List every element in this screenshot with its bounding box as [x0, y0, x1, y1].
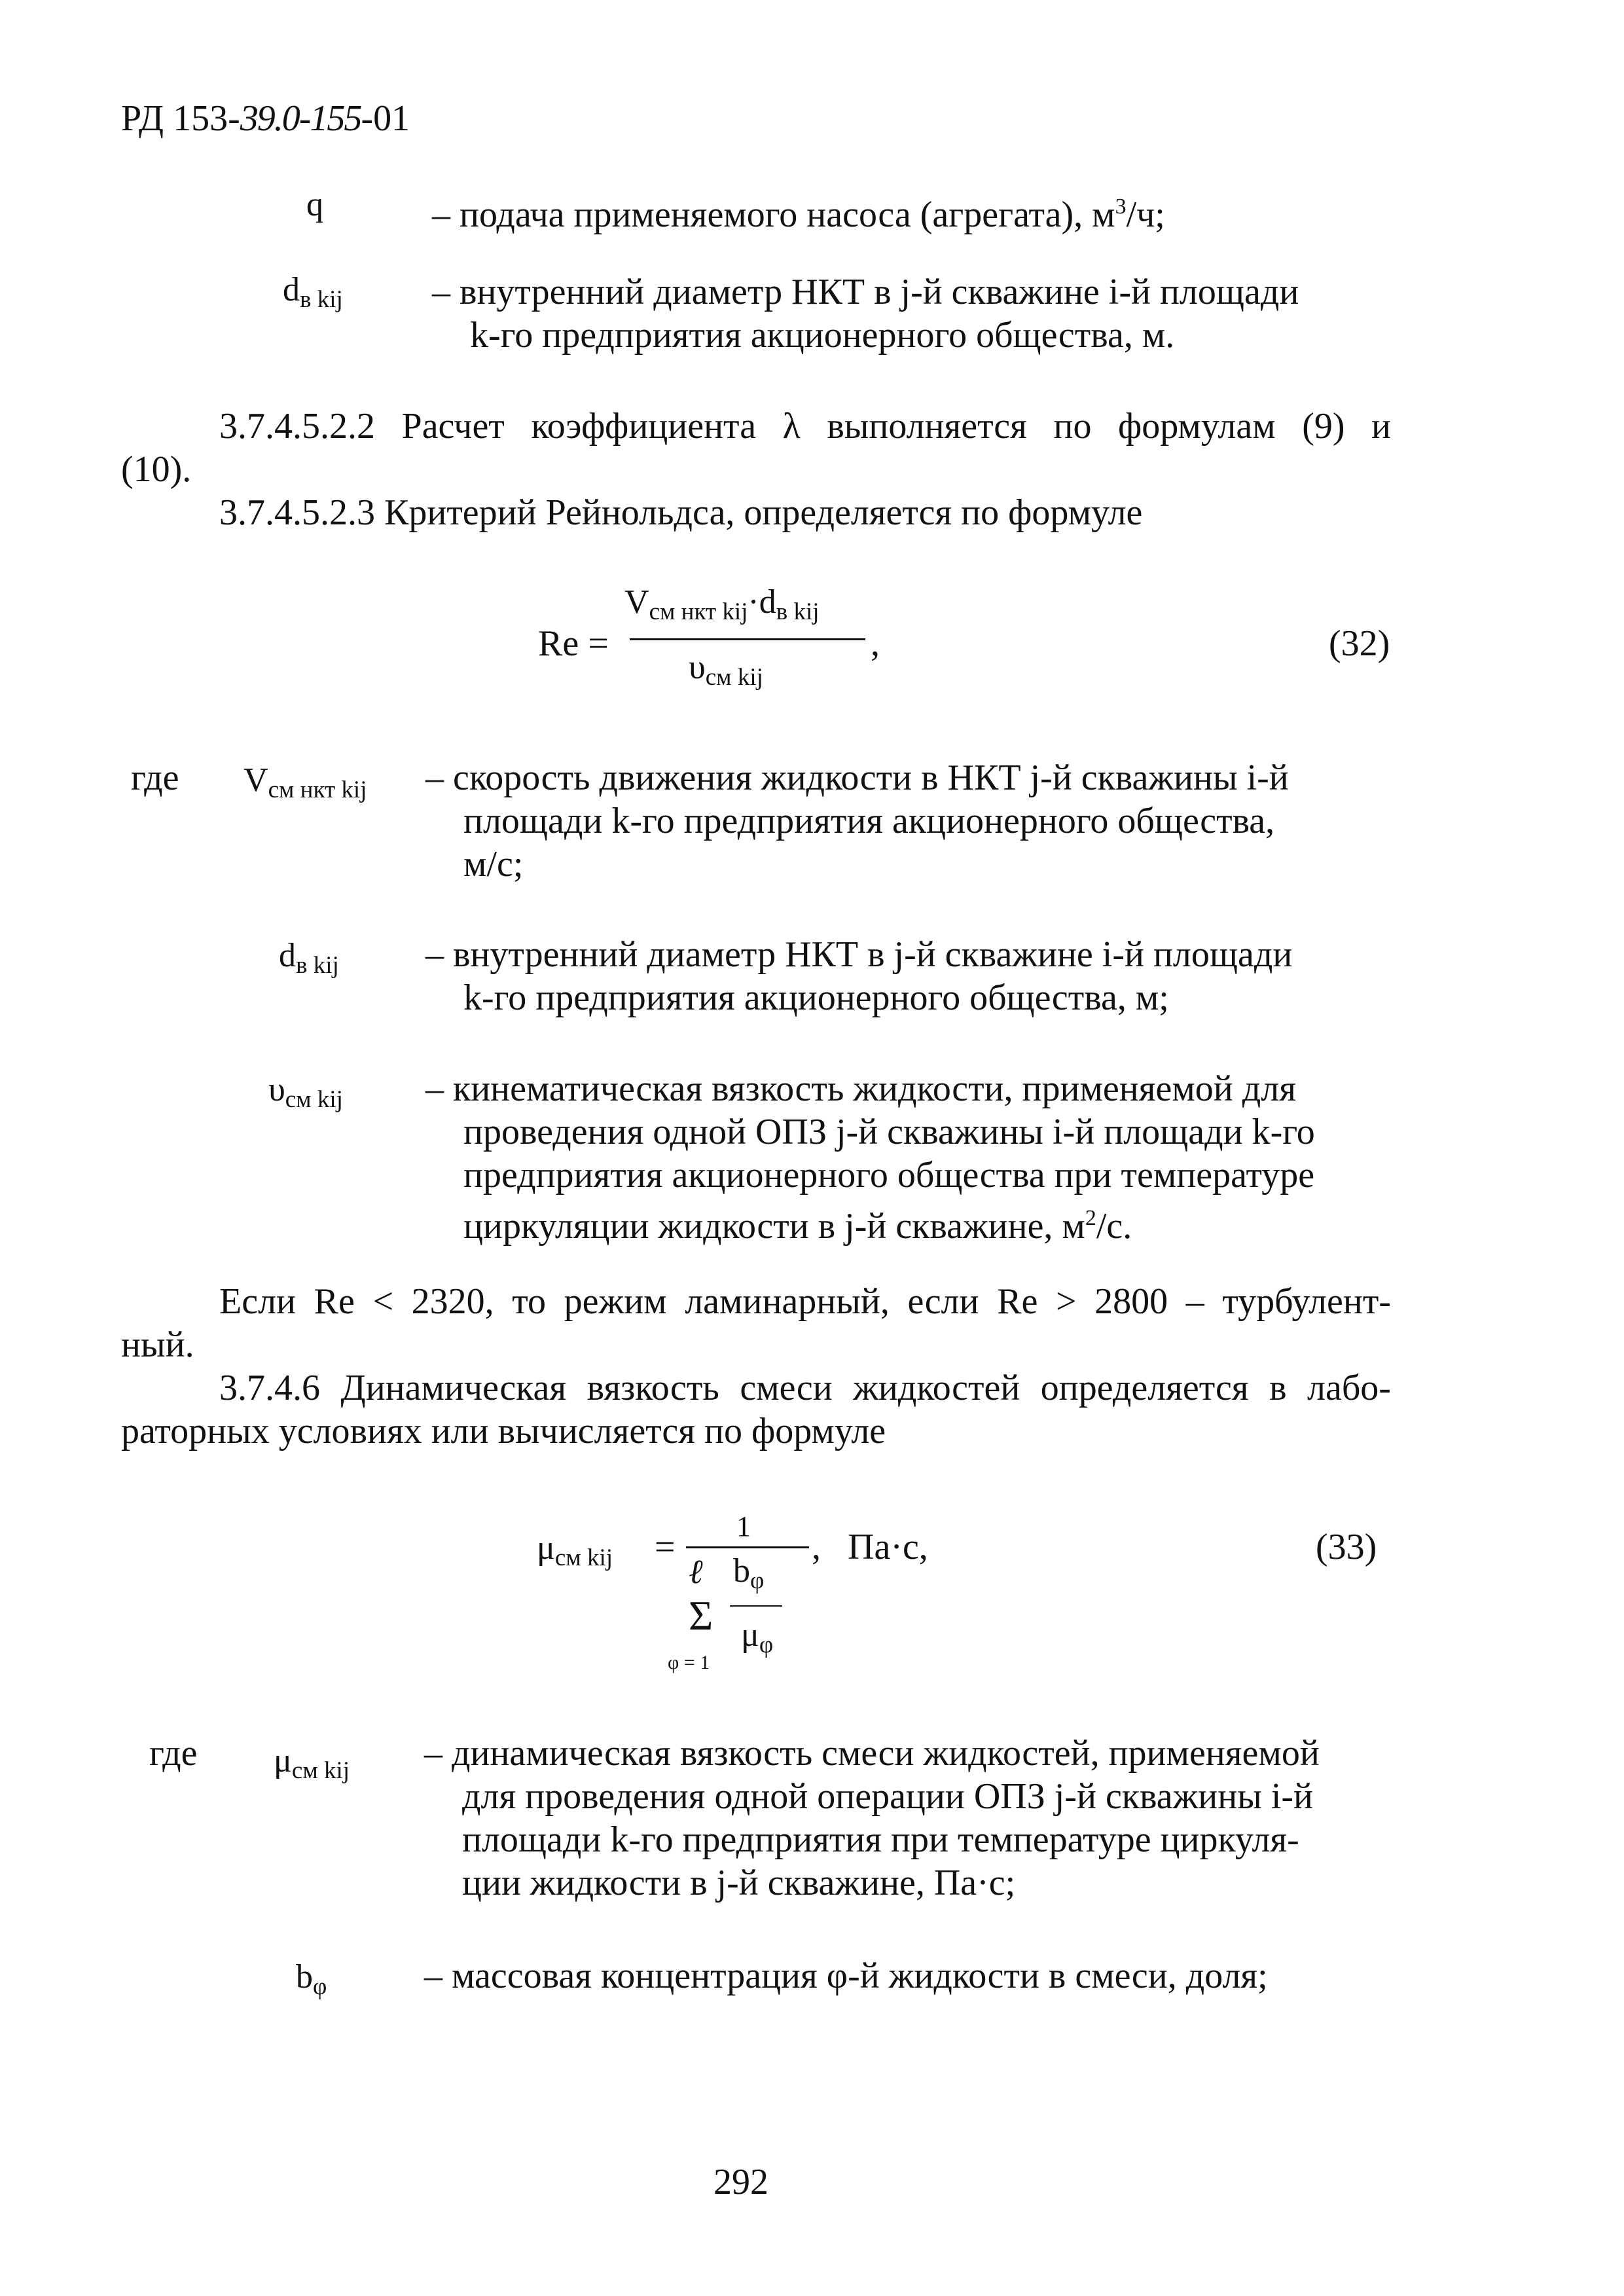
eq33-b: $b_\varphi$: [733, 1552, 765, 1594]
eq32-denominator: $\upsilon_{см kij}$: [689, 649, 763, 691]
def-mu-text: – динамическая вязкость смеси жидкостей, применяемой для проведения одной операции ОПЗ j-й скважины i-й площади k-го предприятия при температуре циркуля- ции жидкости в j-й скважине, Па·с;: [424, 1733, 1320, 1903]
where-label-2: где: [149, 1733, 198, 1774]
def-mu-symbol: $\mu_{см kij}$: [274, 1742, 350, 1784]
eq33-fraction-bar: [686, 1546, 809, 1548]
eq33-numerator: 1: [736, 1510, 751, 1542]
def-q-text: – подача применяемого насоса (агрегата), $м^3/ч$;: [432, 194, 1165, 235]
para-lambda-line2: (10).: [121, 449, 192, 490]
def-q-symbol: q: [306, 186, 323, 223]
document-code-suffix: -01: [361, 98, 410, 139]
def-b-symbol: $b_\varphi$: [296, 1958, 327, 2000]
eq32-lhs: Re =: [538, 623, 609, 664]
eq33-sigma: Σ: [689, 1592, 713, 1639]
def-v-text: – скорость движения жидкости в НКТ j-й скважины i-й площади k-го предприятия акционерного общества, м/с;: [425, 757, 1289, 884]
eq33-comma: ,: [812, 1527, 821, 1567]
document-code-handwritten: 39.0-155: [240, 98, 361, 139]
eq33-upper-limit: ℓ: [689, 1554, 703, 1591]
eq33-equals: =: [655, 1527, 676, 1567]
para-lambda-line1: 3.7.4.5.2.2 Расчет коэффициента λ выполняется по формулам (9) и: [219, 406, 1391, 446]
eq32-fraction-bar: [630, 638, 865, 640]
document-code: [121, 97, 410, 140]
equation-32: [538, 570, 905, 720]
eq33-inner-fraction-bar: [730, 1605, 782, 1607]
def-d-symbol: $d_{в kij}$: [283, 271, 343, 313]
para-reynolds: 3.7.4.5.2.3 Критерий Рейнольдса, определяется по формуле: [219, 492, 1143, 533]
def-d2-text: – внутренний диаметр НКТ в j-й скважине i-й площади k-го предприятия акционерного общества, м;: [425, 934, 1293, 1018]
para-viscosity-line1: 3.7.4.6 Динамическая вязкость смеси жидкостей определяется в лабо-: [219, 1368, 1391, 1408]
eq33-lower-limit: φ = 1: [668, 1652, 710, 1673]
def-nu-text: – кинематическая вязкость жидкости, применяемой для проведения одной ОПЗ j-й скважины i-й площади k-го предприятия акционерного общества при температуре циркуляции жидкости в j-й скважине, $м^2/с$.: [425, 1068, 1315, 1247]
def-nu-symbol: $\upsilon_{см kij}$: [268, 1071, 343, 1113]
def-b-text: – массовая концентрация φ-й жидкости в смеси, доля;: [424, 1956, 1268, 1996]
document-code-prefix: РД 153-: [121, 98, 240, 139]
para-regime-line1: Если Re < 2320, то режим ламинарный, если Re > 2800 – турбулент-: [219, 1281, 1391, 1322]
def-d2-symbol: $d_{в kij}$: [279, 937, 339, 979]
equation-33: [537, 1499, 943, 1689]
def-d-text: – внутренний диаметр НКТ в j-й скважине i-й площади k-го предприятия акционерного общества, м.: [432, 272, 1299, 355]
eq32-numerator: $V_{см нкт kij}\cdot d_{в kij}$: [624, 583, 820, 625]
para-viscosity-line2: раторных условиях или вычисляется по формуле: [121, 1411, 886, 1451]
where-label-1: где: [131, 757, 179, 798]
page-number: 292: [713, 2162, 768, 2202]
eq32-number: (32): [1329, 623, 1390, 664]
eq33-mu: $\mu_\varphi$: [741, 1616, 774, 1658]
eq33-lhs: $\mu_{см kij}$: [537, 1529, 613, 1571]
eq33-number: (33): [1316, 1527, 1377, 1567]
eq33-units: Па·с,: [848, 1527, 928, 1567]
def-v-symbol: $V_{см нкт kij}$: [244, 761, 367, 803]
eq32-comma: ,: [871, 623, 880, 664]
para-regime-line2: ный.: [121, 1324, 194, 1365]
